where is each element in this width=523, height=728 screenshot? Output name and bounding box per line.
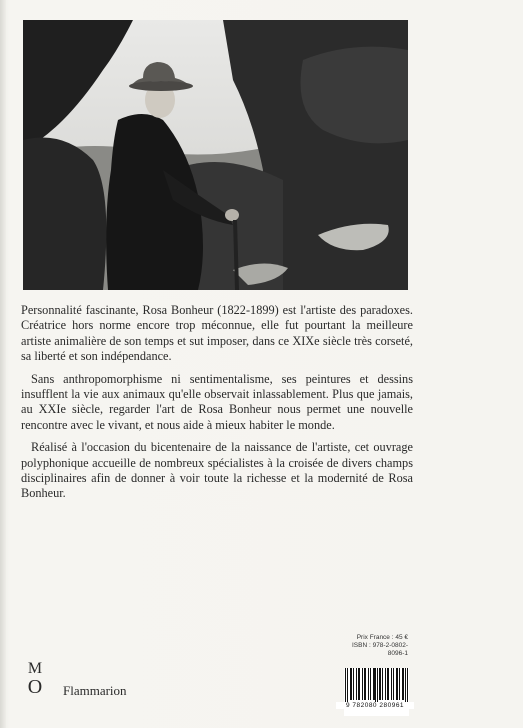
paragraph-2: Sans anthropomorphisme ni sentimentalisme, ses peintures et dessins insufflent la vie aux animaux qu'elle observait inlassablement. Plus que jamais, au XXIe siècle, regarder l'art de Rosa Bonheur nous permet une nouvelle rencontre avec le vivant, et nous aide à mieux habiter le monde.	[21, 371, 413, 432]
paragraph-1: Personnalité fascinante, Rosa Bonheur (1822-1899) est l'artiste des paradoxes. Créatrice hors norme encore trop méconnue, elle fut pourtant la meilleure artiste animalière de son temps et sut imposer, dans ce XIXe siècle très corseté, sa liberté et son indépendance.	[21, 303, 413, 364]
barcode-number: 9 782080 280961	[336, 702, 414, 709]
portrait-photo	[23, 20, 408, 290]
spine-edge	[0, 0, 6, 728]
museum-logo	[20, 661, 50, 697]
paragraph-3: Réalisé à l'occasion du bicentenaire de la naissance de l'artiste, cet ouvrage polyphonique accueille de nombreux spécialistes à la croisée de divers champs disciplinaires afin de donner à voir toute la richesse et la modernité de Rosa Bonheur.	[21, 440, 413, 501]
isbn: ISBN : 978-2-0802-8096-1	[351, 642, 408, 657]
logo-letter-m: M	[27, 660, 43, 677]
logo-letter-o: O	[27, 676, 43, 698]
publisher-name: Flammarion	[63, 683, 127, 698]
price: Prix France : 45 €	[356, 634, 408, 641]
summary-text	[21, 303, 413, 509]
price-block	[338, 634, 408, 658]
